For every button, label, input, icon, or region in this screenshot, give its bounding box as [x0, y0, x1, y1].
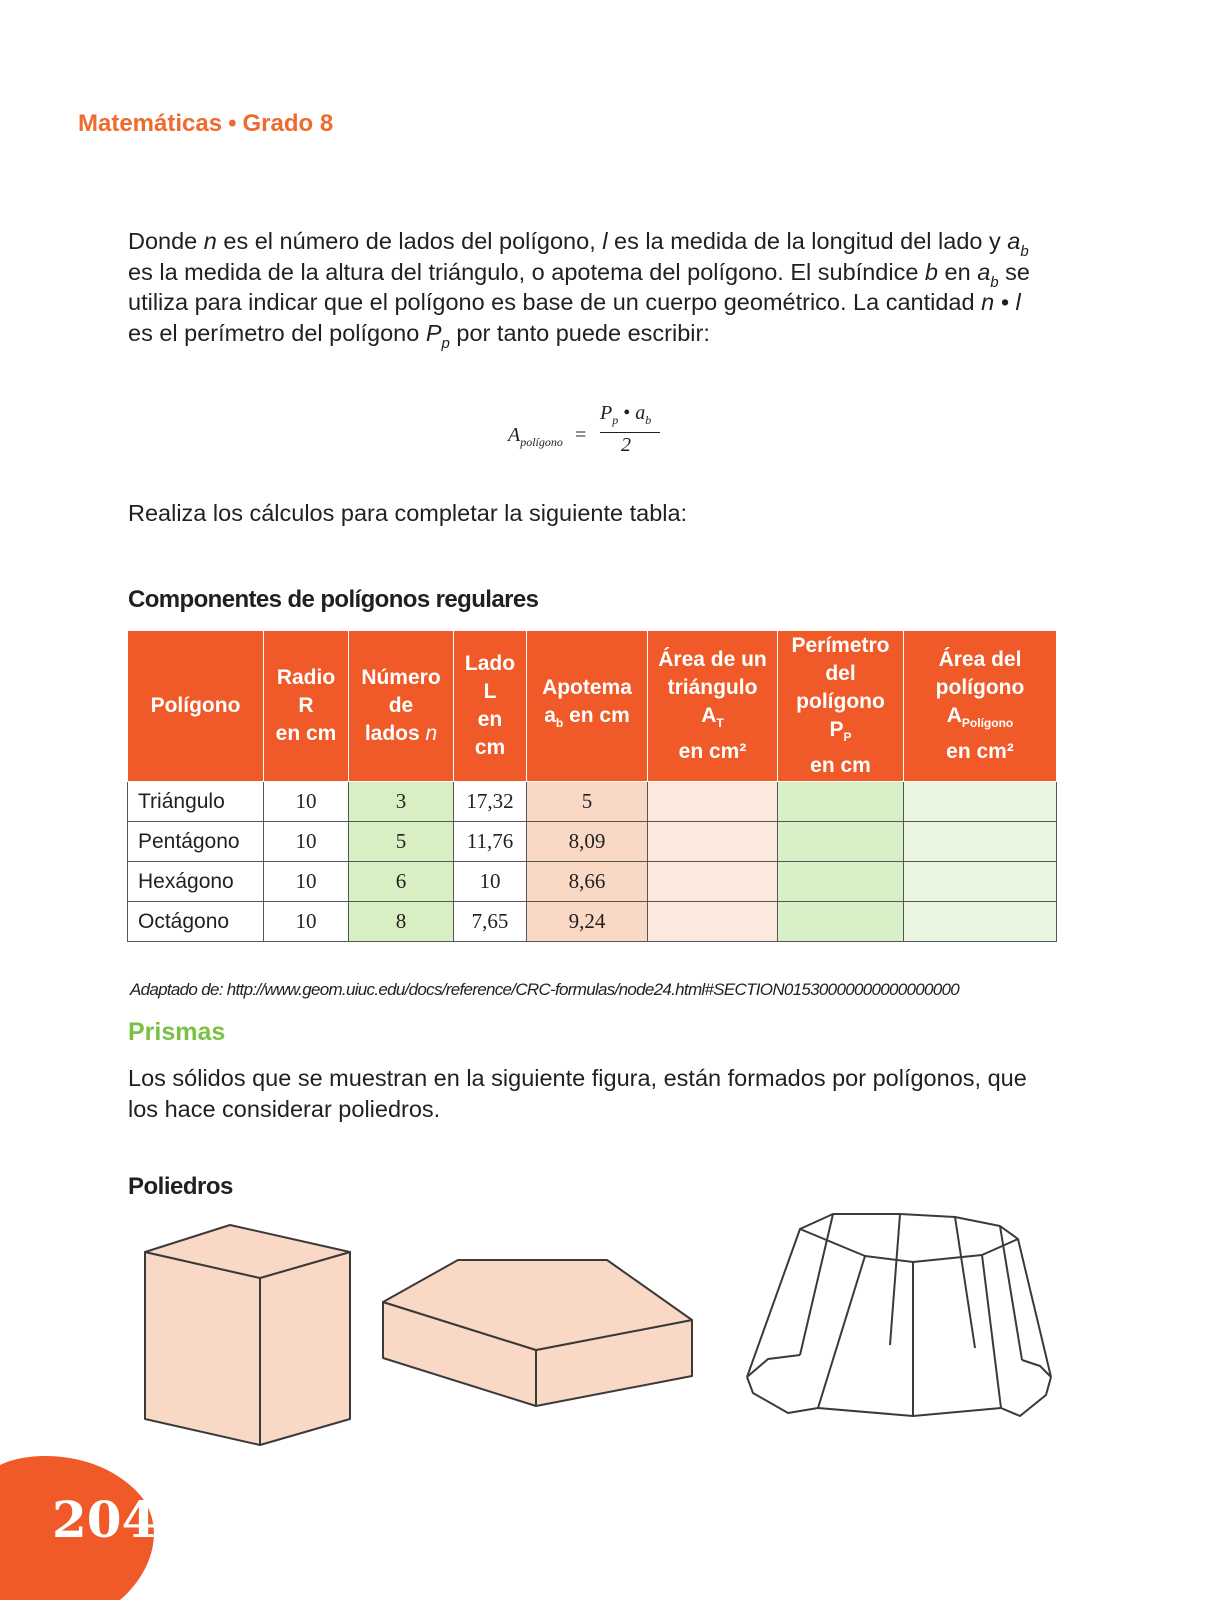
cell-apotema: 5 — [527, 782, 648, 822]
subject-label: Matemáticas — [78, 110, 223, 137]
cell-lado: 17,32 — [454, 782, 527, 822]
page-header — [78, 110, 333, 138]
polygon-table — [127, 630, 1057, 942]
cell-apotema: 9,24 — [527, 902, 648, 942]
header-radio: Radio R en cm — [264, 631, 349, 782]
cell-polygon-name: Octágono — [128, 902, 264, 942]
cell-radio: 10 — [264, 782, 349, 822]
pentagonal-prism-figure — [383, 1260, 692, 1406]
header-area-poligono: Área del polígono $A_{Polígono}$ en cm² — [904, 631, 1057, 782]
cell-radio: 10 — [264, 822, 349, 862]
page-number: 204 — [52, 1490, 157, 1549]
formula-numerator: $P_p$ • $a_b$ — [600, 402, 652, 427]
source-citation: Adaptado de: http://www.geom.uiuc.edu/docs/reference/CRC-formulas/node24.html#SECTION01530000000000000000 — [130, 980, 960, 999]
cell-lado: 7,65 — [454, 902, 527, 942]
cell-area-triangulo — [648, 862, 778, 902]
poliedros-heading: Poliedros — [128, 1173, 233, 1200]
header-area-triangulo: Área de un triángulo $A_T$ en cm² — [648, 631, 778, 782]
header-bullet: • — [228, 110, 237, 137]
cell-num-lados: 8 — [349, 902, 454, 942]
fraction-bar — [600, 432, 660, 433]
header-perimetro: Perímetro del polígono $P_P$ en cm — [778, 631, 904, 782]
intro-paragraph: Donde n es el número de lados del polígono, l es la medida de la longitud del lado y $a_b$ es la medida de la altura del triángulo, o apotema del polígono. El subíndice b en $a_b$ se utiliza para indicar que el polígono es base de un cuerpo geométrico. La cantidad n • l es el perímetro del polígono $P_p$ por tanto puede escribir: — [128, 228, 1030, 352]
octagonal-frustum-figure — [747, 1214, 1051, 1416]
cell-area-poligono — [904, 862, 1057, 902]
cell-polygon-name: Triángulo — [128, 782, 264, 822]
formula-equals: = — [575, 424, 587, 446]
cell-area-poligono — [904, 902, 1057, 942]
table-row — [128, 782, 1057, 822]
cell-area-triangulo — [648, 902, 778, 942]
cell-apotema: 8,66 — [527, 862, 648, 902]
grade-label: Grado 8 — [242, 110, 334, 137]
cell-apotema: 8,09 — [527, 822, 648, 862]
cell-polygon-name: Hexágono — [128, 862, 264, 902]
cell-radio: 10 — [264, 862, 349, 902]
cell-area-triangulo — [648, 782, 778, 822]
table-row — [128, 902, 1057, 942]
table-row — [128, 862, 1057, 902]
table-title: Componentes de polígonos regulares — [128, 586, 539, 613]
header-apotema: Apotema $a_b$ en cm — [527, 631, 648, 782]
cell-lado: 11,76 — [454, 822, 527, 862]
table-row — [128, 822, 1057, 862]
cell-perimetro — [778, 822, 904, 862]
cell-area-triangulo — [648, 822, 778, 862]
header-poligono: Polígono — [128, 631, 264, 782]
table-header-row — [128, 631, 1057, 782]
cube-figure — [145, 1225, 350, 1445]
polyhedra-figures — [0, 1200, 1206, 1460]
instruction-text: Realiza los cálculos para completar la siguiente tabla: — [128, 500, 688, 526]
formula-lhs: $A_{polígono}$ — [508, 424, 563, 449]
prismas-paragraph: Los sólidos que se muestran en la siguiente figura, están formados por polígonos, que los hace considerar poliedros. — [128, 1065, 1027, 1122]
cell-perimetro — [778, 902, 904, 942]
cell-lado: 10 — [454, 862, 527, 902]
cell-num-lados: 3 — [349, 782, 454, 822]
cell-area-poligono — [904, 782, 1057, 822]
cell-radio: 10 — [264, 902, 349, 942]
header-numero-lados: Número de lados n — [349, 631, 454, 782]
cell-perimetro — [778, 862, 904, 902]
cell-polygon-name: Pentágono — [128, 822, 264, 862]
area-formula — [508, 402, 668, 462]
formula-denominator: 2 — [621, 434, 631, 456]
cell-num-lados: 5 — [349, 822, 454, 862]
header-lado: Lado L en cm — [454, 631, 527, 782]
prismas-heading: Prismas — [128, 1018, 226, 1046]
cell-num-lados: 6 — [349, 862, 454, 902]
cell-perimetro — [778, 782, 904, 822]
cell-area-poligono — [904, 822, 1057, 862]
